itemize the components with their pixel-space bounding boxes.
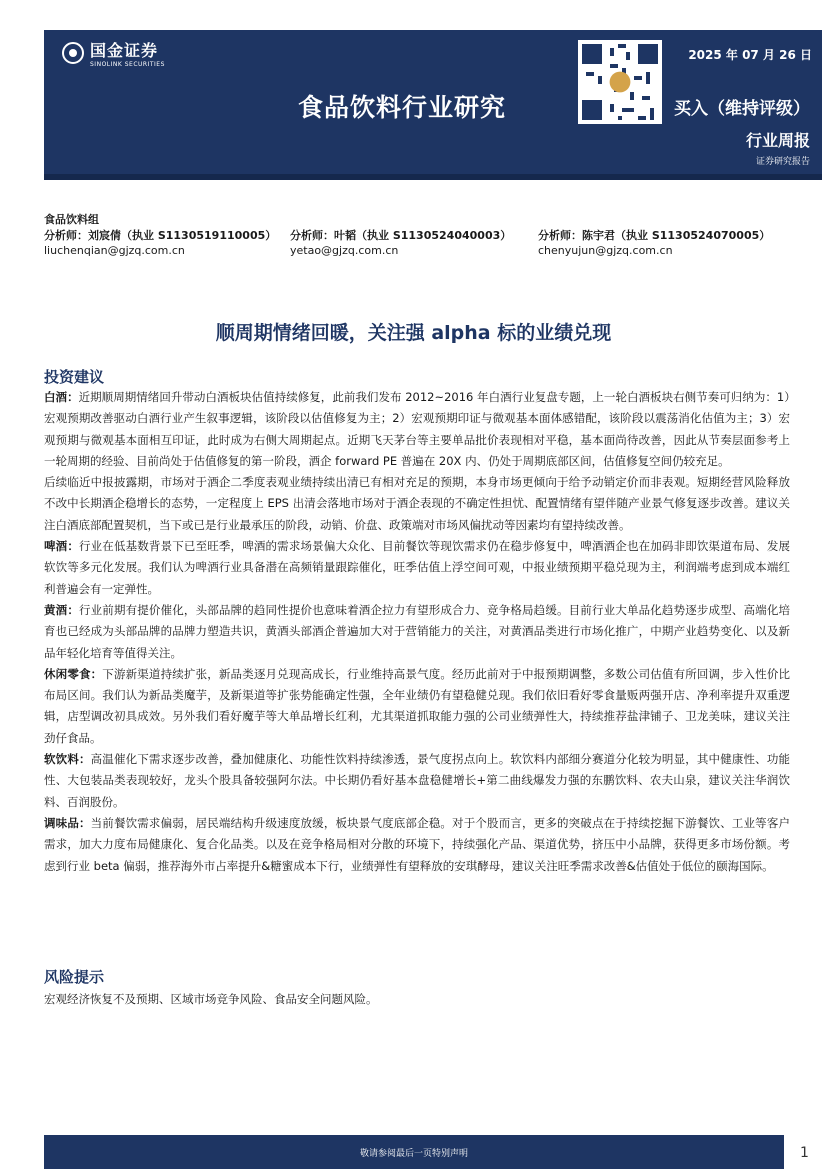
para-text: 行业前期有提价催化，头部品牌的趋同性提价也意味着酒企拉力有望形成合力、竞争格局趋缓。目前行业大单品化趋势逐步成型、高端化培育也已经成为头部品牌的品牌力塑造共识，黄酒头部酒企普遍加大对于营销能力的关注，对黄酒品类进行市场化推广，中期产业趋势变化、以及新品年轻化培育等值得关注。 [44, 602, 791, 660]
report-header [44, 30, 822, 180]
logo-en: SINOLINK SECURITIES [90, 61, 165, 68]
analyst-block [44, 227, 804, 261]
para-text: 后续临近中报披露期，市场对于酒企二季度表观业绩持续出清已有相对充足的预期，本身市场更倾向于给予动销定价而非表观。短期经营风险释放不改中长期酒企稳增长的态势，一定程度上 EPS 出清会落地市场对于酒企表现的不确定性担忧、配置情绪有望伴随产业景气修复逐步改善。建议关注白酒底部配置契机，当下或已是行业最承压的阶段，动销、价盘、政策端对市场风偏扰动等因素均有望持续改善。 [44, 475, 790, 532]
para-label: 调味品： [44, 815, 91, 830]
section-heading-invest: 投资建议 [44, 368, 105, 386]
analyst-name: 分析师：叶韬（执业 S1130524040003） [290, 229, 512, 242]
risk-body [44, 989, 790, 1010]
para-text: 行业在低基数背景下已至旺季，啤酒的需求场景偏大众化、目前餐饮等现饮需求仍在稳步修复中，啤酒酒企也在加码非即饮渠道布局、发展软饮等多元化发展。我们认为啤酒行业具备潜在高频销量跟踪催化，旺季估值上浮空间可观，中报业绩预期平稳兑现为主，利润端考虑到成本端红利普遍会有一定弹性。 [44, 539, 791, 596]
paragraph [44, 813, 790, 877]
company-logo [62, 38, 165, 68]
report-subtype: 证券研究报告 [755, 157, 810, 167]
header-strip [44, 174, 822, 180]
para-label: 啤酒： [44, 539, 79, 554]
analyst-email[interactable]: yetao@gjzq.com.cn [290, 244, 399, 257]
qr-code-icon [578, 40, 662, 124]
report-type: 行业周报 [745, 131, 810, 150]
paragraph [44, 387, 790, 472]
risk-text: 宏观经济恢复不及预期、区域市场竞争风险、食品安全问题风险。 [44, 992, 378, 1006]
analyst-name: 分析师：陈宇君（执业 S1130524070005） [538, 229, 771, 242]
para-text: 近期顺周期情绪回升带动白酒板块估值持续修复，此前我们发布 2012~2016 年白酒行业复盘专题，上一轮白酒板块右侧节奏可归纳为：1）宏观预期改善驱动白酒行业产生叙事逻辑，该阶段以估值修复为主；2）宏观预期印证与微观基本面体感错配，该阶段以震荡消化估值为主；3）宏观预期与微观基本面相互印证，此时成为右侧大周期起点。近期飞天茅台等主要单品批价表现相对平稳，基本面尚待改善，因此从节奏层面参考上一轮周期的经验、目前尚处于估值修复的第一阶段，酒企 forward PE 普遍在 20X 内、仍处于周期底部区间，估值修复空间仍较充足。 [44, 390, 791, 468]
header-title: 食品饮料行业研究 [298, 93, 507, 122]
analyst-group: 食品饮料组 [44, 213, 99, 226]
page-footer [0, 1135, 827, 1169]
page-number: 1 [800, 1145, 809, 1161]
invest-body [44, 387, 790, 877]
para-label: 软饮料： [44, 752, 91, 767]
section-heading-risk: 风险提示 [44, 968, 105, 986]
logo-icon [62, 42, 84, 64]
paragraph [44, 664, 790, 749]
para-text: 高温催化下需求逐步改善，叠加健康化、功能性饮料持续渗透，景气度拐点向上。软饮料内部细分赛道分化较为明显，其中健康性、功能性、大包装品类表现较好，龙头个股具备较强阿尔法。中长期仍看好基本盘稳健增长+第二曲线爆发力强的东鹏饮料、农夫山泉，建议关注华润饮料、百润股份。 [44, 752, 790, 809]
report-date: 2025 年 07 月 26 日 [688, 48, 812, 62]
para-label: 白酒： [44, 390, 79, 404]
para-label: 黄酒： [44, 602, 79, 617]
analyst-name: 分析师：刘宸倩（执业 S1130519110005） [44, 229, 277, 242]
para-text: 下游新渠道持续扩张，新品类逐月兑现高成长，行业维持高景气度。经历此前对于中报预期调整，多数公司估值有所回调，步入性价比布局区间。我们认为新品类魔芋，及新渠道等扩张势能确定性强，全年业绩仍有望稳健兑现。我们依旧看好零食量贩两强开店、净利率提升双重逻辑，店型调改初具成效。另外我们看好魔芋等大单品增长红利，尤其渠道抓取能力强的公司业绩弹性大，持续推荐盐津铺子、卫龙美味，建议关注劲仔食品。 [44, 666, 790, 745]
main-title: 顺周期情绪回暖，关注强 alpha 标的业绩兑现 [215, 322, 612, 344]
analyst-email[interactable]: chenyujun@gjzq.com.cn [538, 244, 673, 257]
footer-notice: 敬请参阅最后一页特别声明 [44, 1135, 784, 1169]
paragraph [44, 536, 790, 600]
paragraph [44, 749, 790, 813]
rating: 买入（维持评级） [674, 99, 810, 119]
paragraph [44, 600, 790, 664]
paragraph [44, 472, 790, 536]
para-label: 休闲零食： [44, 666, 103, 681]
para-text: 当前餐饮需求偏弱，居民端结构升级速度放缓，板块景气度底部企稳。对于个股而言，更多的突破点在于持续挖掘下游餐饮、工业等客户需求，加大力度布局健康化、复合化品类。以及在竞争格局相对分散的环境下，持续强化产品、渠道优势，挤压中小品牌，获得更多市场份额。考虑到行业 beta 偏弱，推荐海外市占率提升&糖蜜成本下行，业绩弹性有望释放的安琪酵母，建议关注旺季需求改善&估值处于低位的颐海国际。 [44, 815, 790, 873]
analyst-email[interactable]: liuchenqian@gjzq.com.cn [44, 244, 185, 257]
logo-cn: 国金证券 [90, 41, 159, 60]
